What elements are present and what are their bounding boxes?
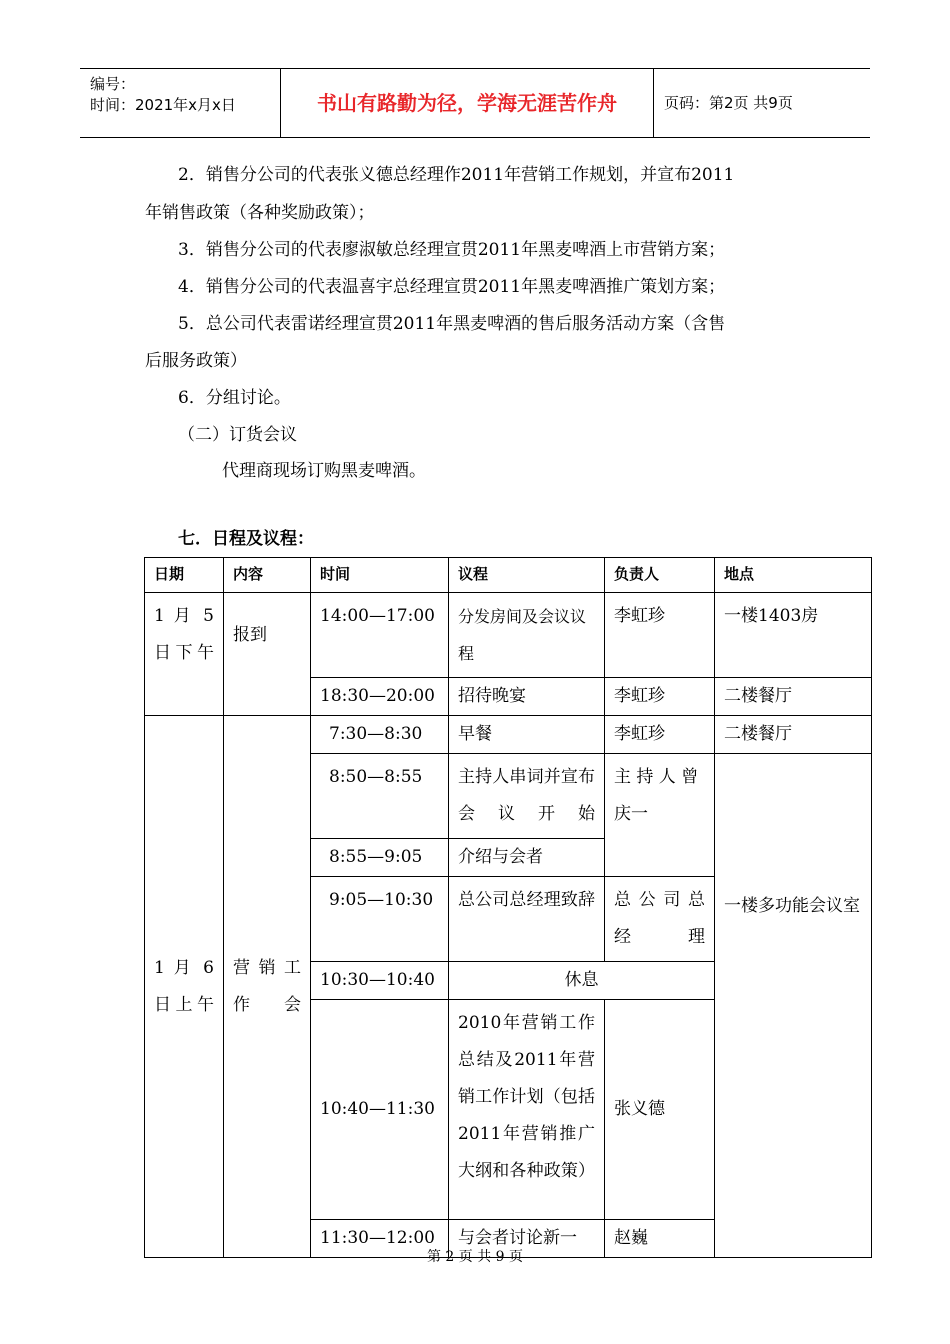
- paragraph-6: 6．分组讨论。: [178, 388, 291, 408]
- paragraph-5: 5．总公司代表雷诺经理宣贯2011年黑麦啤酒的售后服务活动方案（含售: [178, 314, 726, 334]
- header-agenda: 议程: [449, 558, 605, 593]
- section-7-title: 七．日程及议程：: [178, 529, 314, 549]
- time-label: 时间：2021年x月x日: [90, 96, 236, 114]
- page-footer: 第 2 页 共 9 页: [426, 1249, 524, 1265]
- time-cell: 10:40—11:30: [311, 1000, 449, 1220]
- owner-cell: 总 公 司 总经理: [605, 877, 715, 962]
- header-meta: [80, 69, 281, 137]
- agenda-cell: 介绍与会者: [449, 839, 605, 877]
- time-cell: 18:30—20:00: [311, 678, 449, 716]
- owner-cell: 张义德: [605, 1000, 715, 1220]
- ordering-text: 代理商现场订购黑麦啤酒。: [222, 461, 426, 481]
- owner-cell: 赵巍: [605, 1220, 715, 1258]
- place-cell: 二楼餐厅: [715, 678, 872, 716]
- header-date: 日期: [145, 558, 224, 593]
- paragraph-5-cont: 后服务政策）: [145, 351, 247, 371]
- number-label: 编号：: [90, 75, 136, 93]
- header-page-info: 页码：第2页 共9页: [664, 94, 793, 112]
- schedule-table: [144, 557, 872, 1258]
- agenda-cell: 主持人串词并宣布会议开始: [449, 754, 605, 839]
- header-motto: 书山有路勤为径，学海无涯苦作舟: [281, 69, 654, 137]
- subsection-ordering: （二）订货会议: [178, 425, 297, 445]
- place-cell-main: 一楼多功能会议室: [715, 754, 872, 1258]
- paragraph-2: 2．销售分公司的代表张义德总经理作2011年营销工作规划，并宣布2011: [178, 165, 735, 185]
- paragraph-2-cont: 年销售政策（各种奖励政策）；: [145, 203, 375, 223]
- day2-date: 1 月 6 日上午: [145, 716, 224, 1258]
- agenda-cell: 早餐: [449, 716, 605, 754]
- time-cell: 10:30—10:40: [311, 962, 449, 1000]
- owner-cell: 主 持 人 曾庆一: [605, 754, 715, 877]
- header-owner: 负责人: [605, 558, 715, 593]
- agenda-cell: 分发房间及会议议程: [449, 593, 605, 678]
- day2-content: 营 销 工 作会: [224, 716, 311, 1258]
- agenda-cell: 总公司总经理致辞: [449, 877, 605, 962]
- time-cell: 7:30—8:30: [311, 716, 449, 754]
- time-cell: 8:55—9:05: [311, 839, 449, 877]
- time-cell: 8:50—8:55: [311, 754, 449, 839]
- table-row: [145, 716, 872, 754]
- time-cell: 11:30—12:00: [311, 1220, 449, 1258]
- paragraph-3: 3．销售分公司的代表廖淑敏总经理宣贯2011年黑麦啤酒上市营销方案；: [178, 240, 726, 260]
- time-cell: 14:00—17:00: [311, 593, 449, 678]
- agenda-cell: 与会者讨论新一: [449, 1220, 605, 1258]
- place-cell: 一楼1403房: [715, 593, 872, 678]
- paragraph-4: 4．销售分公司的代表温喜宇总经理宣贯2011年黑麦啤酒推广策划方案；: [178, 277, 726, 297]
- owner-cell: 李虹珍: [605, 593, 715, 678]
- owner-cell: 李虹珍: [605, 716, 715, 754]
- page-header: [80, 68, 870, 138]
- header-content: 内容: [224, 558, 311, 593]
- day1-date: 1 月 5 日下午: [145, 593, 224, 716]
- agenda-cell-break: 休息: [449, 962, 715, 1000]
- owner-cell: 李虹珍: [605, 678, 715, 716]
- table-header-row: [145, 558, 872, 593]
- place-cell: 二楼餐厅: [715, 716, 872, 754]
- header-time: 时间: [311, 558, 449, 593]
- time-cell: 9:05—10:30: [311, 877, 449, 962]
- agenda-cell: 招待晚宴: [449, 678, 605, 716]
- header-place: 地点: [715, 558, 872, 593]
- day1-content: 报到: [224, 593, 311, 716]
- agenda-cell: 2010年营销工作总结及2011年营销工作计划（包括2011年营销推广大纲和各种政策）: [449, 1000, 605, 1220]
- table-row: [145, 593, 872, 678]
